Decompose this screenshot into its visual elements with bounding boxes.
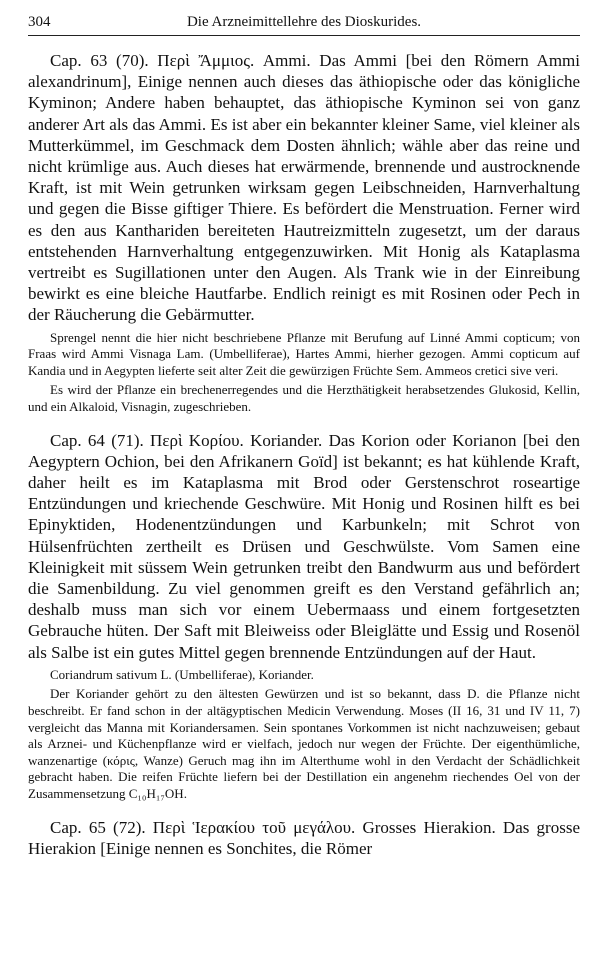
chapter-64-note-2: Der Koriander gehört zu den ältesten Gewürzen und ist so bekannt, dass D. die Pflanze nicht beschreibt. Er fand schon in der altägyptischen Medicin Verwendung. Moses (II 16, 31 und IV 11, 7) vergleicht das Manna mit Koriandersamen. Sein spontanes Vorkommen ist nicht nachzuweisen; gebaut als Arznei- und Küchenpflanze wird er vielfach, jedoch nur wegen der Früchte. Der eigenthümliche, wanzenartige (κόρις, Wanze) Geruch mag ihn im Alterthume wohl in den Verdacht der Schädlichkeit gebracht haben. Die reifen Früchte liefern bei der Destillation ein angenehm riechendes Oel von der Zusammensetzung C₁₀H₁₇OH. <box>28 686 580 801</box>
running-title: Die Arzneimittellehre des Dioskurides. <box>186 14 422 30</box>
chapter-64-text: Cap. 64 (71). Περὶ Κορίου. Koriander. Das Korion oder Korianon [bei den Aegyptern Ochion, bei den Afrikanern Goïd] ist bekannt; es hat kühlende Kraft, daher heilt es im Kataplasma mit Brod oder Gerstenschrot roseartige Entzündungen und kriechende Geschwüre. Mit Honig und Rosinen hilft es bei Epinyktiden, Hodenentzündungen und Karbunkeln; mit Schrot von Hülsenfrüchten zertheilt es Drüsen und Geschwülste. Vom Samen eine Kleinigkeit mit süssem Wein getrunken treibt den Bandwurm aus und befördert die Samenbildung. Zu viel genommen greift es den Verstand gefährlich an; deshalb muss man sich vor einem Uebermaass und einem fortgesetzten Gebrauche hüten. Der Saft mit Bleiweiss oder Bleiglätte und Essig und Rosenöl als Salbe ist ein gutes Mittel gegen brennende Entzündungen auf der Haut. <box>28 430 580 662</box>
page-number: 304 <box>28 14 51 30</box>
chapter-63-note-1: Sprengel nennt die hier nicht beschriebene Pflanze mit Berufung auf Linné Ammi copticum; von Fraas wird Ammi Visnaga Lam. (Umbelliferae), Hartes Ammi, hierher gezogen. Ammi copticum auf Kandia und in Aegypten lieferte seit alter Zeit die gewürzigen Früchte Sem. Ammeos cretici sive veri. <box>28 329 580 378</box>
chapter-65-text: Cap. 65 (72). Περὶ Ἱερακίου τοῦ μεγάλου. Grosses Hierakion. Das grosse Hierakion [Einige nennen es Sonchites, die Römer <box>28 817 580 858</box>
page-header <box>28 14 580 36</box>
chapter-64-note-1: Coriandrum sativum L. (Umbelliferae), Koriander. <box>50 666 314 682</box>
chapter-63-note-2: Es wird der Pflanze ein brechenerregendes und die Herzthätigkeit herabsetzendes Glukosid, Kellin, und ein Alkaloid, Visnagin, zugeschrieben. <box>28 382 580 415</box>
chapter-63-text: Cap. 63 (70). Περὶ Ἄμμιος. Ammi. Das Ammi [bei den Römern Ammi alexandrinum], Einige nennen auch dieses das äthiopische oder das königliche Kyminon; Andere haben behauptet, das äthiopische Kyminon sei von ganz anderer Art als das Ammi. Es ist aber ein bekannter kleiner Same, viel kleiner als Mutterkümmel, im Geschmack dem Dosten ähnlich; wähle aber das reine und nicht krümlige aus. Auch dieses hat erwärmende, brennende und austrocknende Kraft, ist mit Wein getrunken wirksam gegen Leibschneiden, Harnverhaltung und gegen die Bisse giftiger Thiere. Es befördert die Menstruation. Ferner wird es den aus Kanthariden bereiteten Hautreizmitteln zugesetzt, um der daraus entstehenden Harnverhaltung entgegenzuwirken. Mit Honig als Kataplasma vertreibt es Sugillationen unter den Augen. Als Trank wie in der Einreibung bewirkt es eine bleiche Hautfarbe. Endlich reinigt es mit Rosinen oder Pech in der Räucherung die Gebärmutter. <box>28 51 580 325</box>
